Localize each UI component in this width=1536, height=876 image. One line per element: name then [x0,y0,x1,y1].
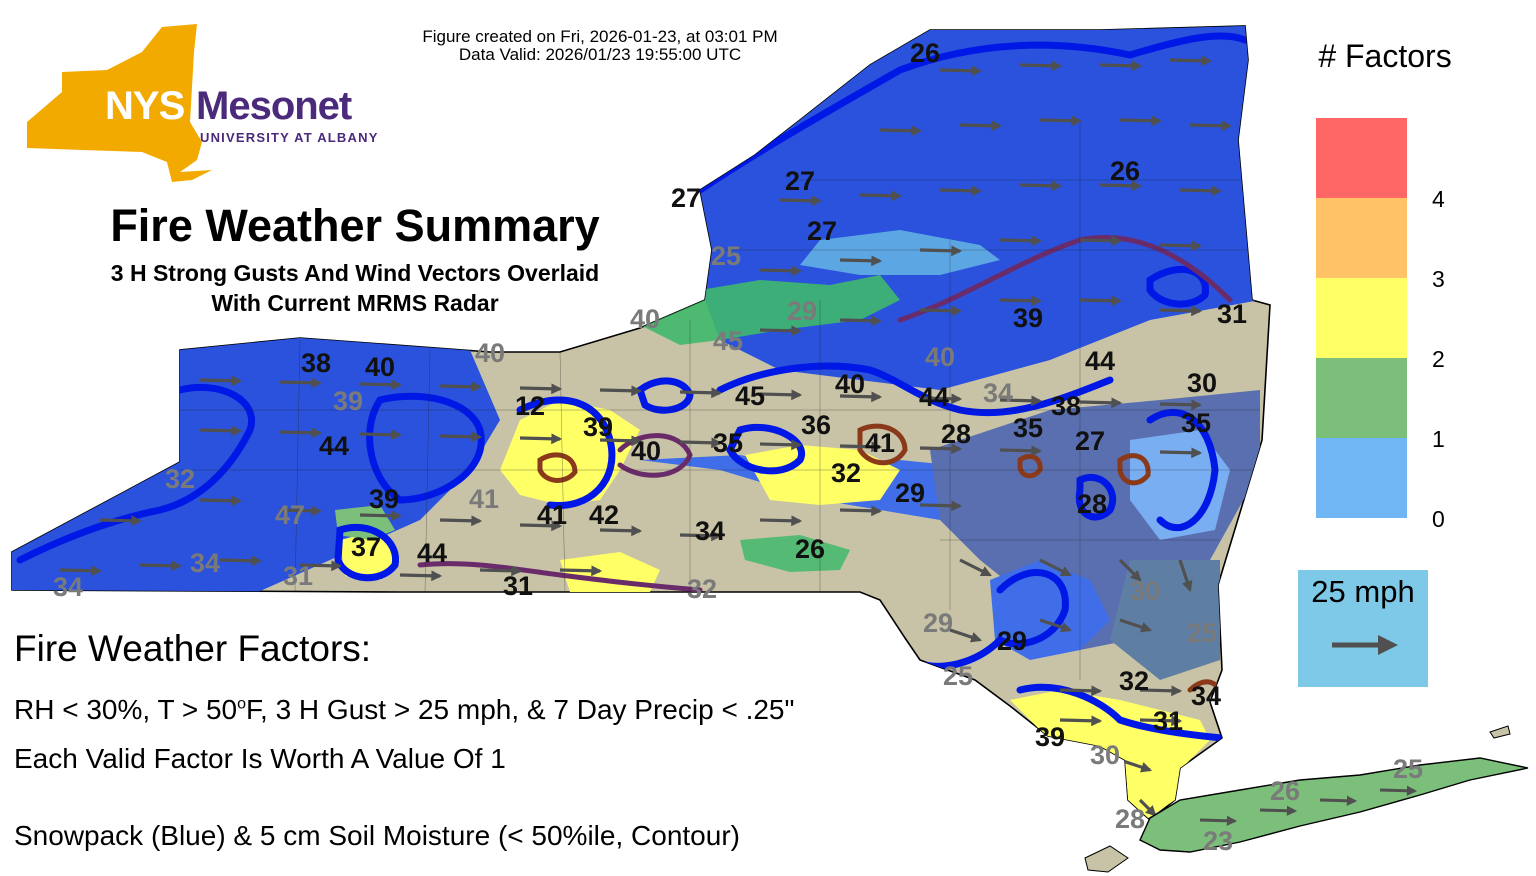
gust-label: 30 [1089,740,1121,770]
gust-label: 47 [274,500,306,530]
fire-weather-factors-heading: Fire Weather Factors: [14,628,372,669]
gust-label: 39 [368,484,400,514]
legend-swatch-0 [1316,438,1407,518]
gust-label: 29 [894,478,926,508]
gust-label: 27 [670,183,702,213]
gust-label: 40 [834,369,866,399]
gust-label: 30 [1129,576,1161,606]
subtitle-line-2: With Current MRMS Radar [211,290,499,316]
staten-island [1085,846,1128,872]
legend-swatch-4 [1316,118,1407,198]
gust-label: 23 [1202,826,1234,856]
gust-label: 34 [189,548,221,578]
gust-label: 34 [52,572,84,602]
gust-label: 44 [318,431,350,461]
gust-label: 12 [514,391,546,421]
gust-label: 34 [1190,681,1222,711]
gust-label: 38 [300,348,332,378]
gust-label: 25 [942,661,974,691]
gust-label: 28 [1076,489,1108,519]
gust-label: 28 [940,419,972,449]
gust-label: 36 [800,410,832,440]
gust-label: 42 [588,500,620,530]
gust-label: 38 [1050,391,1082,421]
legend-tick-1: 1 [1432,426,1445,452]
gust-label: 27 [784,166,816,196]
gust-label: 37 [350,532,382,562]
gust-label: 41 [536,500,568,530]
legend-swatch-3 [1316,198,1407,278]
gust-label: 41 [864,428,896,458]
gust-label: 28 [1114,804,1146,834]
gust-label: 26 [1269,776,1301,806]
gust-label: 31 [1152,706,1184,736]
gust-label: 44 [918,382,950,412]
gust-label: 32 [830,458,862,488]
legend-swatch-1 [1316,358,1407,438]
gust-label: 39 [1012,303,1044,333]
legend-tick-0: 0 [1432,506,1445,532]
logo-mesonet-text: Mesonet [196,84,352,128]
gust-label: 29 [922,608,954,638]
legend-title: # Factors [1318,38,1452,74]
gust-label: 32 [1118,666,1150,696]
gust-label: 31 [1216,299,1248,329]
gust-label: 29 [996,626,1028,656]
gust-label: 35 [1180,408,1212,438]
degree-symbol: o [237,695,247,713]
gust-label: 32 [686,574,718,604]
gust-label: 40 [474,338,506,368]
gust-label: 26 [1109,156,1141,186]
gust-label: 39 [582,412,614,442]
logo-nys-text: NYS [105,84,185,128]
subtitle-line-1: 3 H Strong Gusts And Wind Vectors Overlaid [110,260,600,286]
gust-label: 25 [1392,754,1424,784]
factor-value-note: Each Valid Factor Is Worth A Value Of 1 [14,743,506,774]
gust-label: 32 [164,464,196,494]
gust-label: 40 [364,352,396,382]
arrow-right-icon [1330,630,1400,660]
gust-label: 40 [630,436,662,466]
legend-tick-3: 3 [1432,266,1445,292]
long-island-north-fork [1490,726,1510,738]
gust-label: 35 [1012,413,1044,443]
gust-label: 41 [468,484,500,514]
gust-label: 25 [710,241,742,271]
gust-label: 29 [786,296,818,326]
gust-label: 44 [416,538,448,568]
gust-label: 34 [982,378,1014,408]
snowpack-soil-note: Snowpack (Blue) & 5 cm Soil Moisture (< 50%ile, Contour) [14,820,740,851]
gust-label: 27 [806,216,838,246]
gust-label: 40 [629,304,661,334]
gust-label: 31 [282,561,314,591]
factor-criteria-suffix: F, 3 H Gust > 25 mph, & 7 Day Precip < .25" [246,694,795,725]
gust-label: 25 [1186,618,1218,648]
legend-tick-4: 4 [1432,186,1445,212]
page-title: Fire Weather Summary [110,200,600,251]
factor-criteria-prefix: RH < 30%, T > 50 [14,694,238,725]
gust-label: 31 [502,571,534,601]
gust-label: 35 [712,428,744,458]
factor-criteria-line [14,694,794,726]
gust-label: 39 [1034,722,1066,752]
gust-label: 40 [924,342,956,372]
gust-label: 45 [734,381,766,411]
gust-label: 27 [1074,426,1106,456]
legend-swatch-2 [1316,278,1407,358]
legend-tick-2: 2 [1432,346,1445,372]
wind-scale-label: 25 mph [1311,574,1415,609]
gust-label: 39 [332,386,364,416]
gust-label: 45 [712,326,744,356]
gust-label: 34 [694,516,726,546]
gust-label: 26 [794,534,826,564]
gust-label: 30 [1186,368,1218,398]
logo-university-text: UNIVERSITY AT ALBANY [200,130,379,145]
data-valid-text: Data Valid: 2026/01/23 19:55:00 UTC [458,45,742,64]
gust-label: 26 [909,38,941,68]
figure-created-text: Figure created on Fri, 2026-01-23, at 03:01 PM [422,27,778,46]
gust-label: 44 [1084,346,1116,376]
long-island [1140,758,1528,852]
